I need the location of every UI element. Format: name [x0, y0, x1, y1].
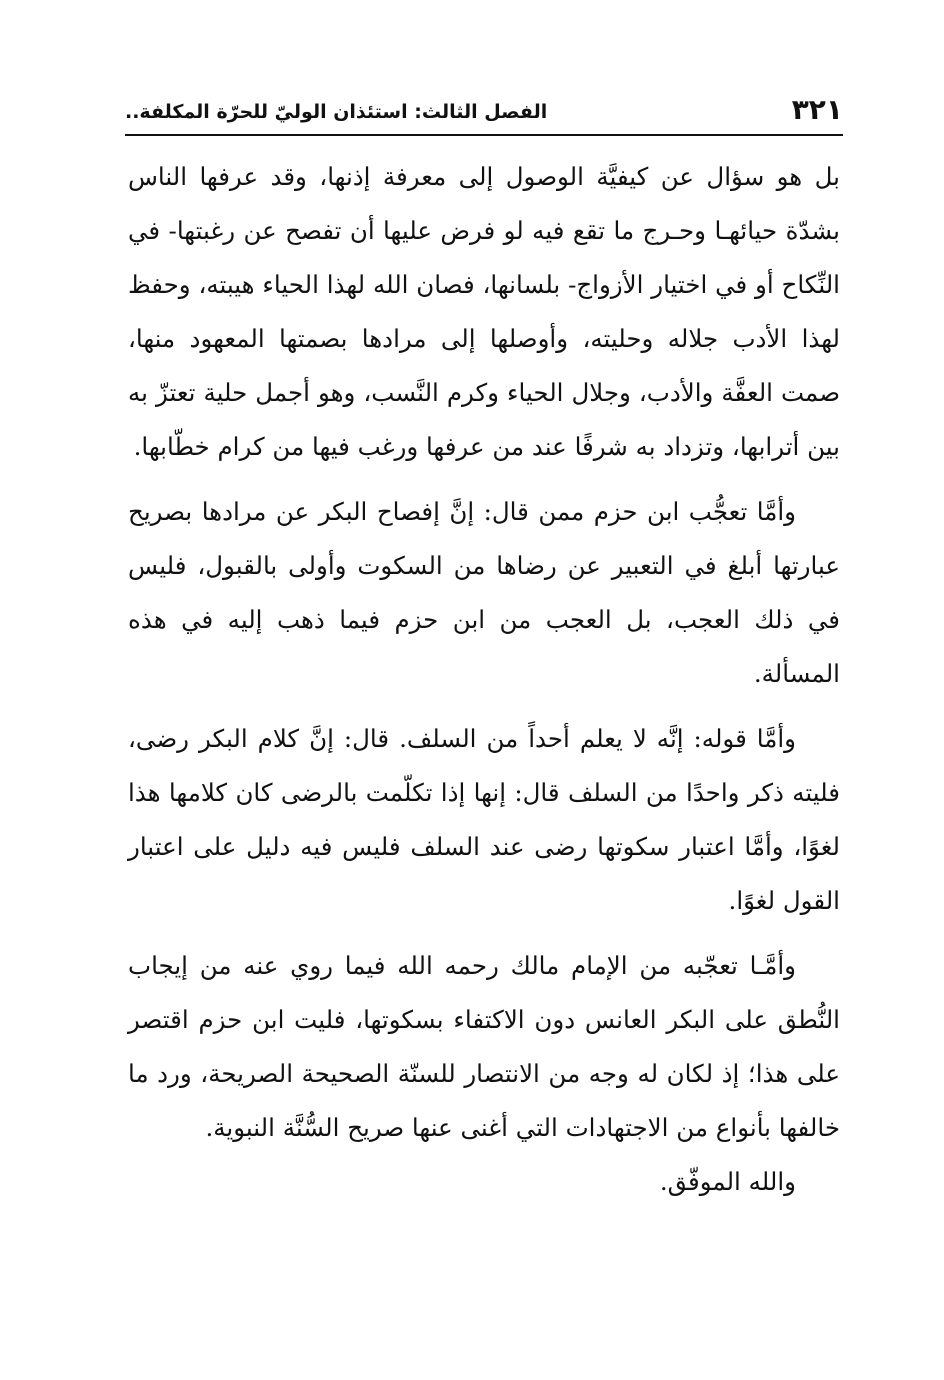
paragraph-3: وأمَّا قوله: إنَّه لا يعلم أحداً من السلف. قال: إنَّ كلام البكر رضى، فليته ذكر واحدًا من السلف قال: إنها إذا تكلّمت بالرضى كان كلامها هذا لغوًا، وأمَّا اعتبار سكوتها رضى عند السلف فليس فيه دليل على اعتبار القول لغوًا.	[128, 724, 840, 915]
paragraph-2: وأمَّا تعجُّب ابن حزم ممن قال: إنَّ إفصاح البكر عن مرادها بصريح عبارتها أبلغ في التعبير عن رضاها من السكوت وأولى بالقبول، فليس في ذلك العجب، بل العجب من ابن حزم فيما ذهب إليه في هذه المسألة.	[128, 497, 840, 688]
paragraph-4: وأمَّـا تعجّبه من الإمام مالك رحمه الله فيما روي عنه من إيجاب النُّطق على البكر العانس دون الاكتفاء بسكوتها، فليت ابن حزم اقتصر على هذا؛ إذ لكان له وجه من الانتصار للسنّة الصحيحة الصريحة، ورد ما خالفها بأنواع من الاجتهادات التي أغنى عنها صريح السُّنَّة النبوية.	[128, 951, 840, 1142]
page-header	[125, 92, 843, 136]
body-text	[128, 150, 840, 1209]
paragraph-1: بل هو سؤال عن كيفيَّة الوصول إلى معرفة إذنها، وقد عرفها الناس بشدّة حيائهـا وحـرج ما تقع فيه لو فرض عليها أن تفصح عن رغبتها- في النِّكاح أو في اختيار الأزواج- بلسانها، فصان الله لهذا الحياء هيبته، وحفظ لهذا الأدب جلاله وحليته، وأوصلها إلى مرادها بصمتها المعهود منها، صمت العفَّة والأدب، وجلال الحياء وكرم النَّسب، وهو أجمل حلية تعتزّ به بين أترابها، وتزداد به شرفًا عند من عرفها ورغب فيها من كرام خطّابها.	[128, 162, 840, 461]
closing-line: والله الموفّق.	[659, 1167, 796, 1196]
header-rule	[125, 134, 843, 136]
page-number: ٣٢١	[791, 93, 843, 126]
running-title: الفصل الثالث: استئذان الوليّ للحرّة المكلفة..	[125, 101, 548, 123]
